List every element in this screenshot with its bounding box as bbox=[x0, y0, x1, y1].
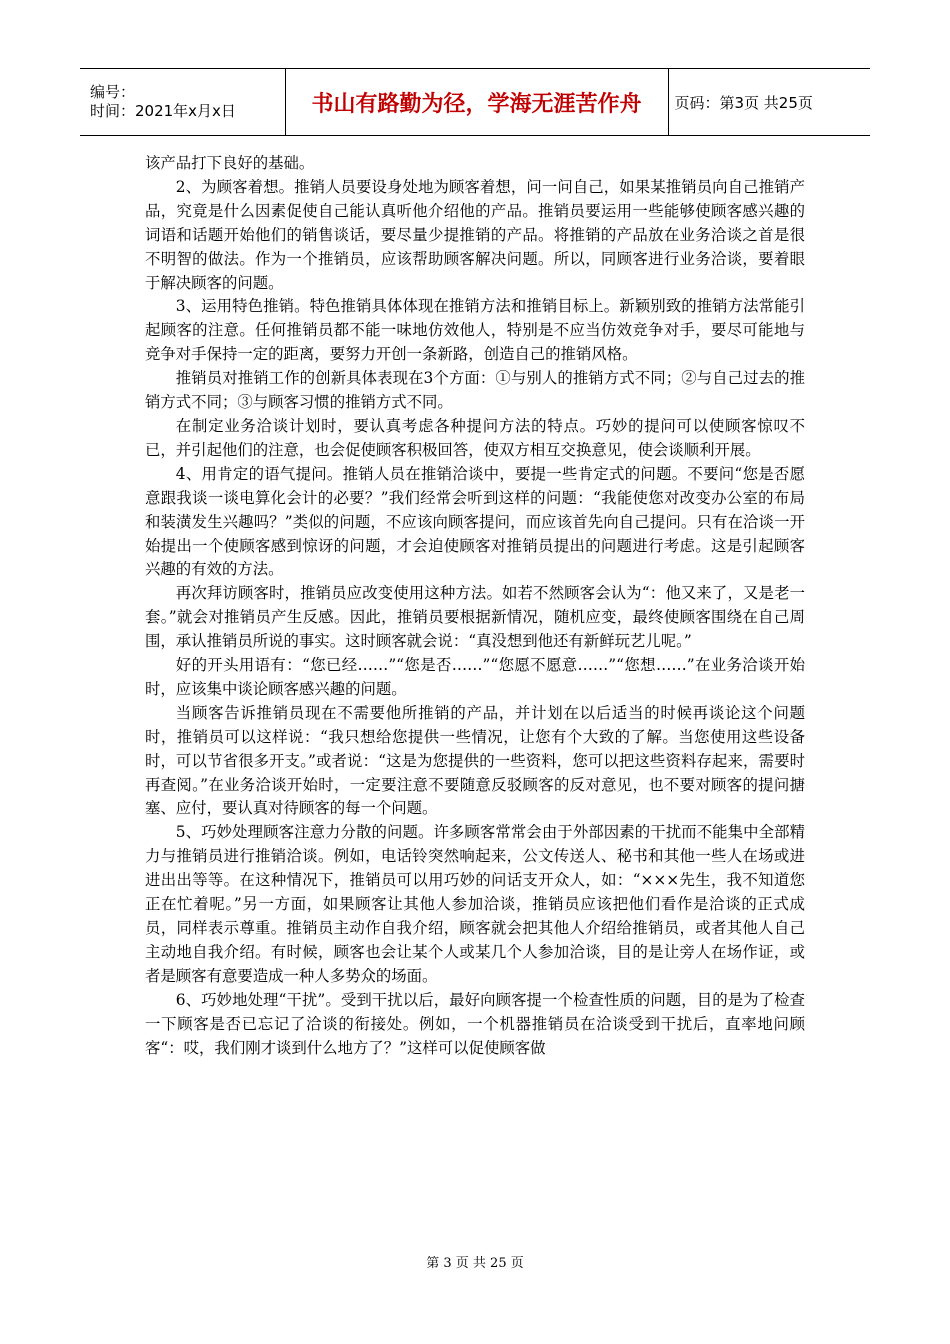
document-date-label: 时间：2021年x月x日 bbox=[90, 102, 236, 120]
page-header bbox=[80, 68, 870, 136]
paragraph: 5、巧妙处理顾客注意力分散的问题。许多顾客常常会由于外部因素的干扰而不能集中全部精力与推销员进行推销洽谈。例如，电话铃突然响起来，公文传送人、秘书和其他一些人在场或进进出出等等。在这种情况下，推销员可以用巧妙的问话支开众人，如：“×××先生，我不知道您正在忙着呢。”另一方面，如果顾客让其他人参加洽谈，推销员应该把他们看作是洽谈的正式成员，同样表示尊重。推销员主动作自我介绍，顾客就会把其他人介绍给推销员，或者其他人自己主动地自我介绍。有时候，顾客也会让某个人或某几个人参加洽谈，目的是让旁人在场作证，或者是顾客有意要造成一种人多势众的场面。 bbox=[145, 823, 805, 985]
header-meta bbox=[80, 69, 285, 136]
paragraph: 6、巧妙地处理“干扰”。受到干扰以后，最好向顾客提一个检查性质的问题，目的是为了检查一下顾客是否已忘记了洽谈的衔接处。例如，一个机器推销员在洽谈受到干扰后，直率地问顾客“：哎，我们刚才谈到什么地方了？”这样可以促使顾客做 bbox=[145, 990, 805, 1057]
paragraph: 好的开头用语有：“您已经……”“您是否……”“您愿不愿意……”“您想……”在业务洽谈开始时，应该集中谈论顾客感兴趣的问题。 bbox=[145, 656, 805, 698]
paragraph: 推销员对推销工作的创新具体表现在3个方面：①与别人的推销方式不同；②与自己过去的推销方式不同；③与顾客习惯的推销方式不同。 bbox=[145, 369, 805, 412]
document-body bbox=[145, 152, 805, 1060]
page-footer: 第 3 页 共 25 页 bbox=[426, 1256, 524, 1271]
header-motto: 书山有路勤为径，学海无涯苦作舟 bbox=[285, 69, 668, 136]
paragraph: 2、为顾客着想。推销人员要设身处地为顾客着想，问一问自己，如果某推销员向自己推销产品，究竟是什么因素促使自己能认真听他介绍他的产品。推销员要运用一些能够使顾客感兴趣的词语和话题开始他们的销售谈话，要尽量少提推销的产品。将推销的产品放在业务洽谈之首是很不明智的做法。作为一个推销员，应该帮助顾客解决问题。所以，同顾客进行业务洽谈，要着眼于解决顾客的问题。 bbox=[145, 177, 805, 292]
header-page-info: 页码：第3页 共25页 bbox=[668, 69, 870, 136]
paragraph: 再次拜访顾客时，推销员应改变使用这种方法。如若不然顾客会认为“：他又来了，又是老一套。”就会对推销员产生反感。因此，推销员要根据新情况，随机应变，最终使顾客围绕在自己周围，承认推销员所说的事实。这时顾客就会说：“真没想到他还有新鲜玩艺儿呢。” bbox=[145, 584, 805, 651]
paragraph: 在制定业务洽谈计划时，要认真考虑各种提问方法的特点。巧妙的提问可以使顾客惊叹不已，并引起他们的注意，也会促使顾客积极回答，使双方相互交换意见，使会谈顺利开展。 bbox=[145, 416, 805, 459]
paragraph: 当顾客告诉推销员现在不需要他所推销的产品，并计划在以后适当的时候再谈论这个问题时，推销员可以这样说：“我只想给您提供一些情况，让您有个大致的了解。当您使用这些设备时，可以节省很多开支。”或者说：“这是为您提供的一些资料，您可以把这些资料存起来，需要时再查阅。”在业务洽谈开始时，一定要注意不要随意反驳顾客的反对意见，也不要对顾客的提问搪塞、应付，要认真对待顾客的每一个问题。 bbox=[145, 703, 805, 818]
paragraph: 4、用肯定的语气提问。推销人员在推销洽谈中，要提一些肯定式的问题。不要问“您是否愿意跟我谈一谈电算化会计的必要？”我们经常会听到这样的问题：“我能使您对改变办公室的布局和装潢发生兴趣吗？”类似的问题，不应该向顾客提问，而应该首先向自己提问。只有在洽谈一开始提出一个使顾客感到惊讶的问题，才会迫使顾客对推销员提出的问题进行考虑。这是引起顾客兴趣的有效的方法。 bbox=[145, 464, 805, 579]
document-number-label: 编号： bbox=[90, 83, 136, 101]
paragraph: 3、运用特色推销。特色推销具体体现在推销方法和推销目标上。新颖别致的推销方法常能引起顾客的注意。任何推销员都不能一味地仿效他人，特别是不应当仿效竞争对手，要尽可能地与竞争对手保持一定的距离，要努力开创一条新路，创造自己的推销风格。 bbox=[145, 297, 805, 364]
paragraph: 该产品打下良好的基础。 bbox=[145, 154, 315, 172]
